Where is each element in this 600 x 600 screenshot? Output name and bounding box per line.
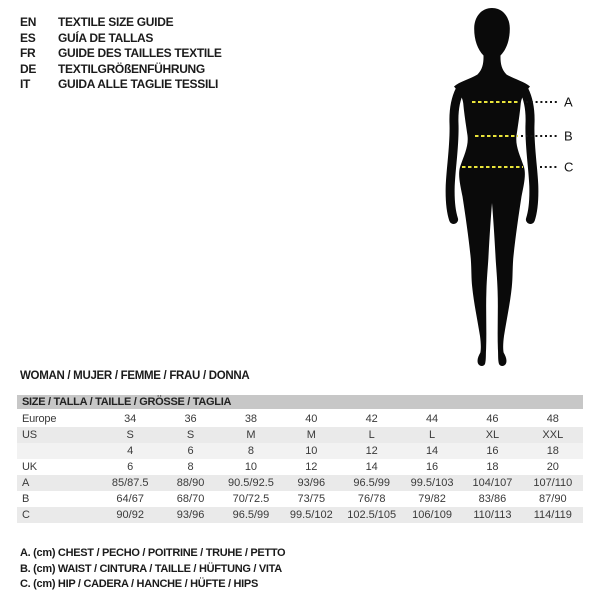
row-label: A: [22, 477, 30, 489]
table-cell: 85/87.5: [111, 477, 149, 489]
table-cell: 46: [486, 413, 499, 425]
table-cell: 99.5/103: [410, 477, 454, 489]
table-cell: 4: [127, 445, 134, 457]
lang-code: FR: [20, 46, 36, 60]
lang-code: ES: [20, 30, 36, 45]
hip-label: C: [564, 159, 574, 175]
table-cell: 110/113: [473, 509, 512, 521]
table-cell: 96.5/99: [353, 477, 391, 489]
table-cell: 93/96: [176, 509, 205, 521]
table-cell: 10: [305, 445, 318, 457]
table-cell: S: [186, 429, 195, 441]
table-cell: S: [126, 429, 134, 441]
table-cell: L: [429, 429, 436, 441]
legend-chest: A. (cm) CHEST / PECHO / POITRINE / TRUHE / PETTO: [20, 547, 286, 559]
row-label: UK: [22, 461, 37, 473]
table-cell: 14: [365, 461, 378, 473]
row-label: B: [22, 493, 30, 505]
lang-code: IT: [20, 77, 31, 91]
table-cell: L: [368, 429, 375, 441]
table-row-us-letters: [17, 427, 583, 443]
measurement-figure: [410, 0, 600, 380]
table-cell: 83/86: [478, 493, 507, 505]
lang-label: GUIDA ALLE TAGLIE TESSILI: [58, 77, 219, 91]
table-cell: 93/96: [297, 477, 326, 489]
lang-label: TEXTILGRÖßENFÜHRUNG: [58, 61, 205, 76]
table-row-hip: [17, 507, 583, 523]
table-cell: 88/90: [176, 477, 205, 489]
lang-code: DE: [20, 61, 37, 76]
table-cell: XXL: [542, 429, 564, 441]
table-cell: 79/82: [418, 493, 446, 505]
legend-waist: B. (cm) WAIST / CINTURA / TAILLE / HÜFTUNG / VITA: [20, 562, 282, 575]
table-cell: 20: [546, 461, 559, 473]
lang-label: TEXTILE SIZE GUIDE: [58, 15, 174, 29]
table-cell: 38: [244, 413, 258, 425]
table-cell: 73/75: [297, 493, 326, 505]
table-cell: XL: [485, 429, 500, 441]
table-cell: M: [306, 429, 316, 441]
table-cell: 76/78: [357, 493, 386, 505]
language-header: [20, 15, 222, 93]
table-cell: 8: [187, 461, 194, 473]
table-cell: 16: [425, 461, 439, 473]
table-cell: 36: [184, 413, 197, 425]
lang-row-it: [20, 77, 222, 93]
table-cell: M: [246, 429, 256, 441]
size-table: [17, 395, 583, 523]
table-row-waist: [17, 491, 583, 507]
table-cell: 14: [425, 445, 439, 457]
table-cell: 40: [305, 413, 318, 425]
table-cell: 87/90: [539, 493, 567, 505]
table-cell: 90/92: [116, 509, 144, 521]
row-label: C: [22, 509, 30, 521]
waist-label: B: [564, 128, 573, 144]
row-label: US: [22, 429, 37, 441]
right-arm-shape: [524, 90, 534, 220]
table-cell: 48: [546, 413, 559, 425]
legend-hip: C. (cm) HIP / CADERA / HANCHE / HÜFTE / HIPS: [20, 578, 258, 590]
table-cell: 99.5/102: [289, 509, 333, 521]
table-cell: 102.5/105: [347, 509, 397, 521]
table-cell: 44: [425, 413, 439, 425]
table-cell: 70/72.5: [232, 493, 270, 505]
table-row-chest: [17, 475, 583, 491]
lang-row-de: [20, 62, 222, 78]
table-cell: 16: [486, 445, 499, 457]
table-cell: 18: [486, 461, 499, 473]
chest-label: A: [564, 94, 573, 110]
table-cell: 104/107: [472, 477, 513, 489]
lang-label: GUÍA DE TALLAS: [58, 30, 154, 45]
row-label: [17, 443, 100, 459]
lang-code: EN: [20, 15, 37, 29]
table-cell: 90.5/92.5: [228, 477, 274, 489]
table-cell: 96.5/99: [232, 509, 270, 521]
table-cell: 106/109: [412, 509, 452, 521]
table-cell: 8: [247, 445, 254, 457]
table-cell: 12: [305, 461, 318, 473]
table-cell: 42: [365, 413, 378, 425]
table-cell: 114/119: [533, 509, 572, 521]
table-cell: 64/67: [116, 493, 144, 505]
table-row-us-numbers: [17, 443, 583, 459]
lang-label: GUIDE DES TAILLES TEXTILE: [58, 46, 222, 60]
table-row-uk: [17, 459, 583, 475]
table-cell: 6: [127, 461, 134, 473]
table-cell: 68/70: [176, 493, 205, 505]
table-cell: 6: [187, 445, 194, 457]
row-label: Europe: [22, 413, 57, 425]
lang-row-fr: [20, 46, 222, 62]
lang-row-es: [20, 31, 222, 47]
table-cell: 107/110: [533, 477, 573, 489]
body-shape: [454, 8, 530, 366]
section-title-woman: WOMAN / MUJER / FEMME / FRAU / DONNA: [20, 370, 250, 382]
table-cell: 34: [124, 413, 137, 425]
measurement-legend: [20, 546, 285, 593]
table-cell: 10: [244, 461, 258, 473]
size-table-header: SIZE / TALLA / TAILLE / GRÖSSE / TAGLIA: [17, 395, 583, 409]
lang-row-en: [20, 15, 222, 31]
left-arm-shape: [450, 90, 460, 220]
woman-silhouette-icon: [410, 0, 600, 380]
table-cell: 18: [546, 445, 559, 457]
table-cell: 12: [365, 445, 378, 457]
table-row-europe: [17, 411, 583, 427]
